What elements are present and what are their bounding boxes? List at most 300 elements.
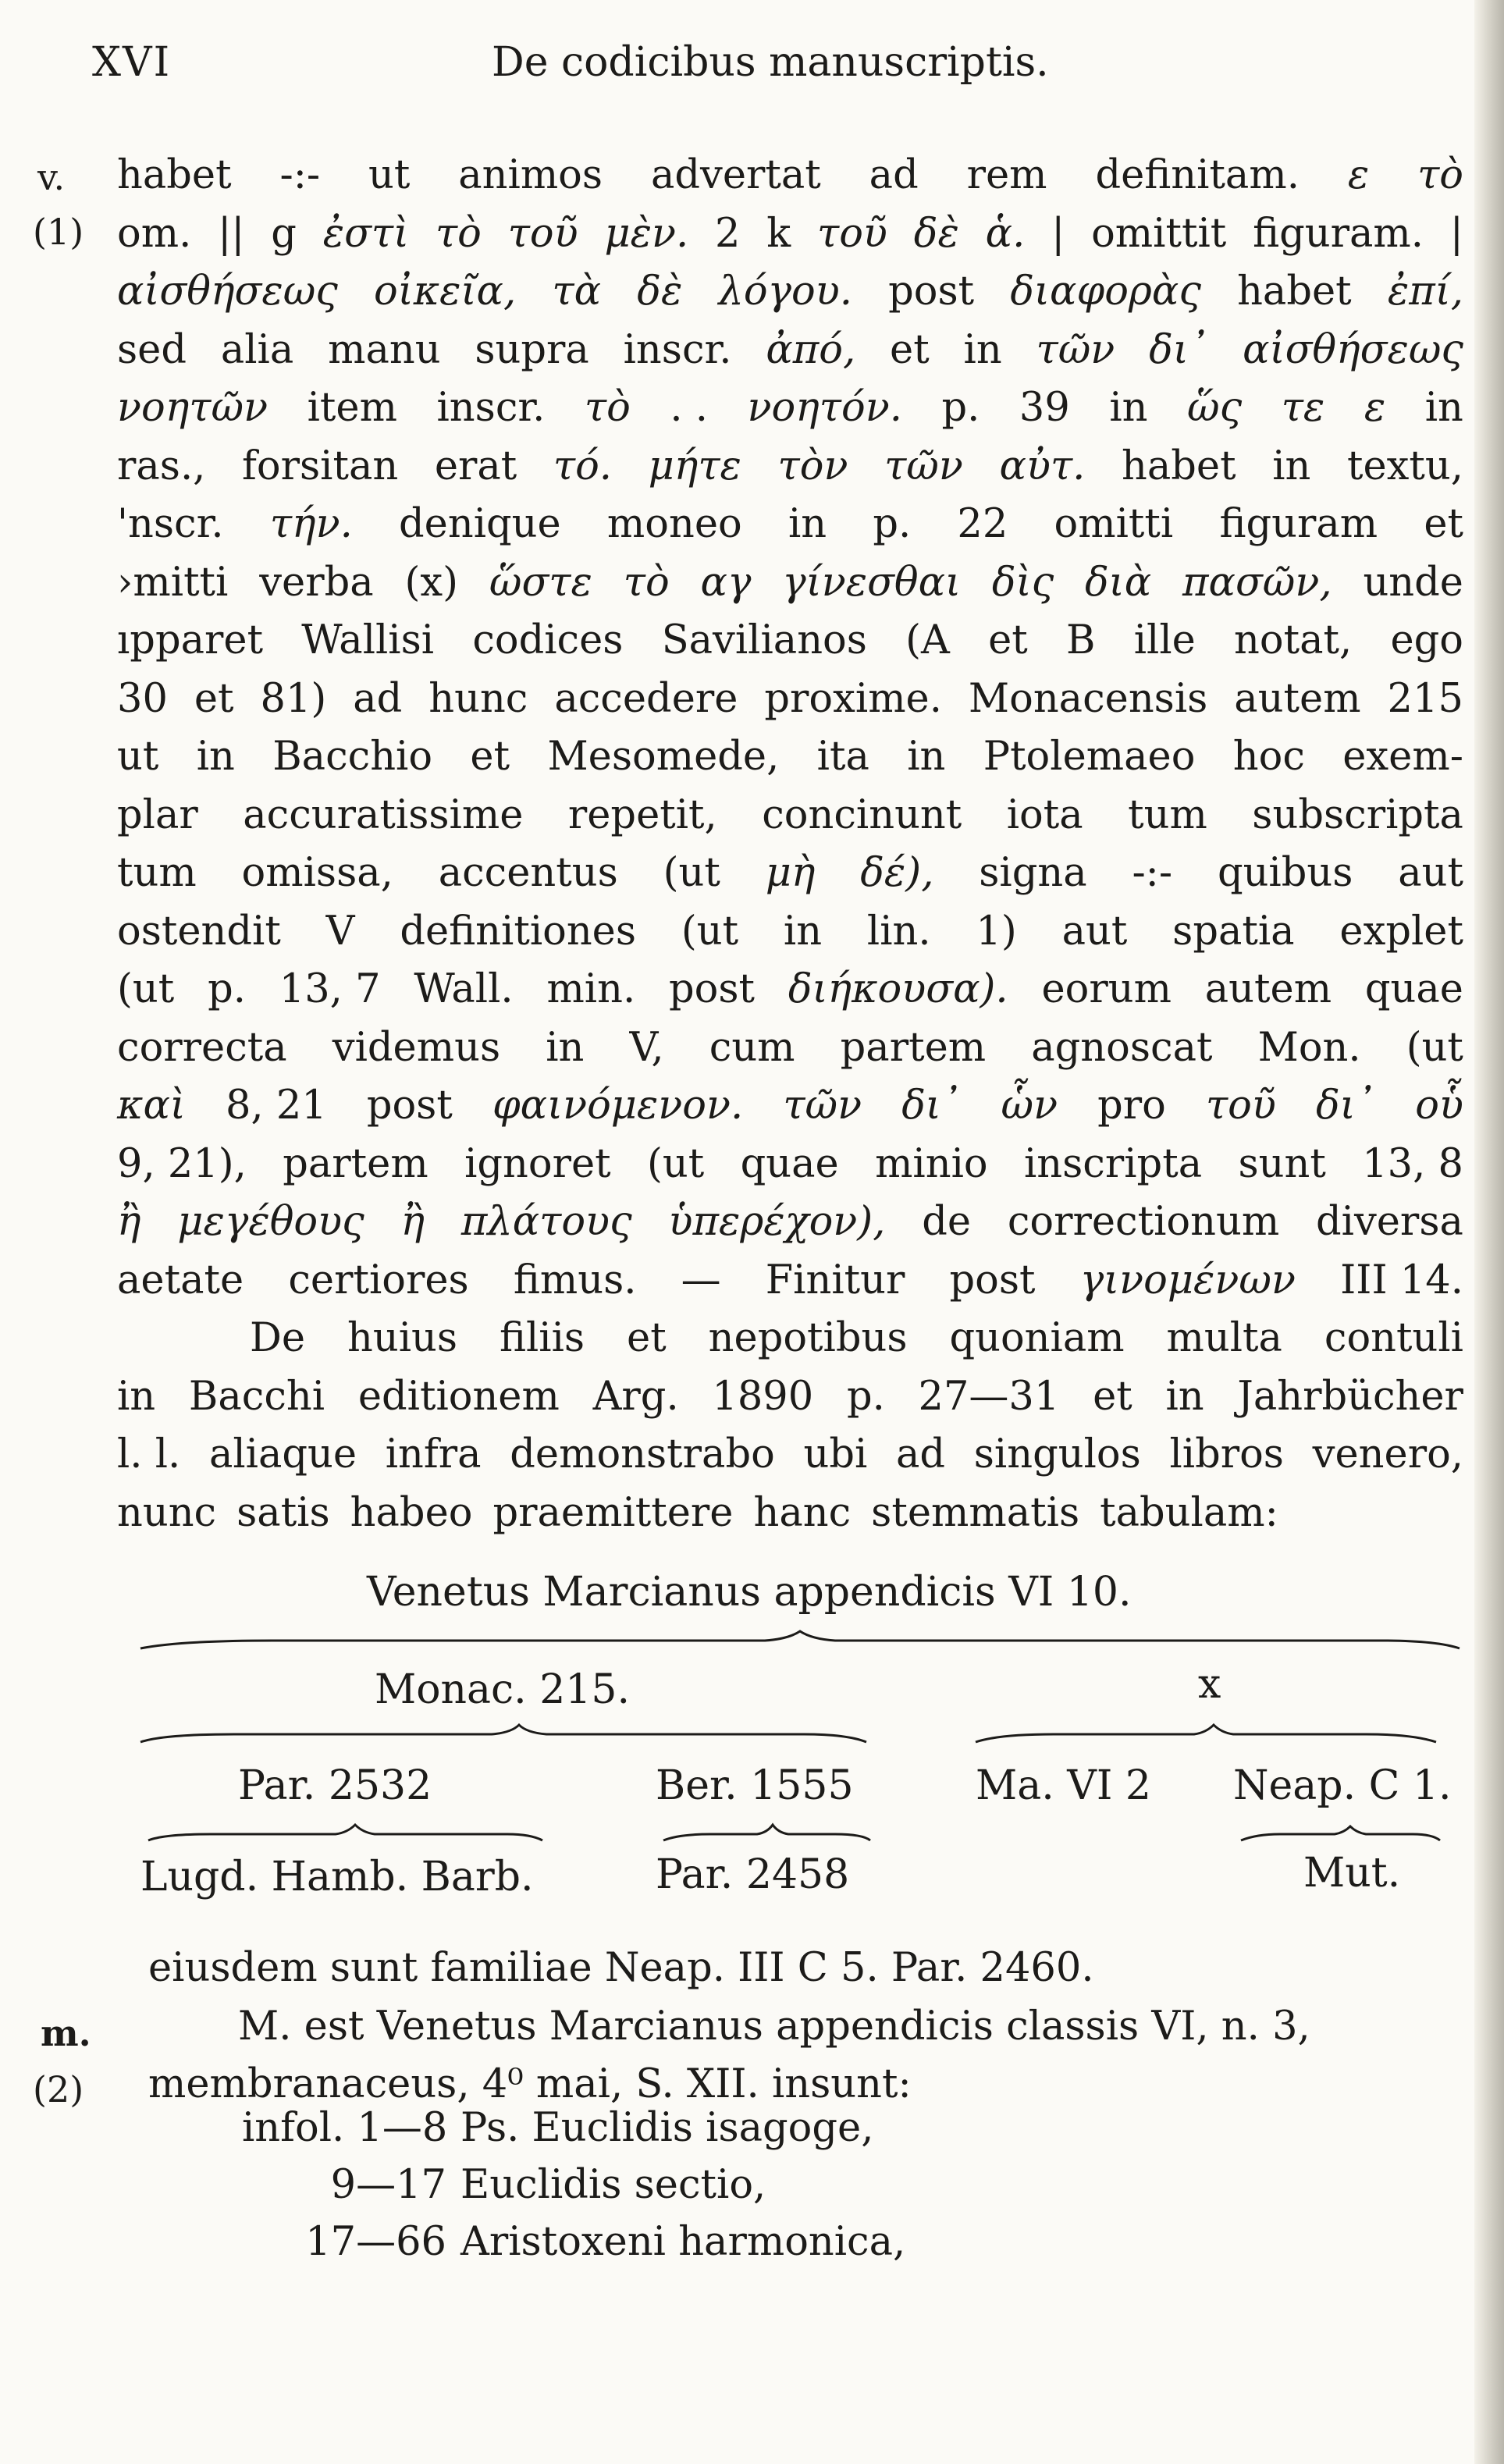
word: ad <box>896 1431 946 1477</box>
word: αὐτ. <box>999 443 1086 489</box>
word: τὸ <box>435 210 482 257</box>
word: Arg. <box>592 1373 679 1420</box>
word: Mon. <box>1257 1024 1361 1071</box>
word: p. <box>941 385 980 431</box>
word: eorum <box>1041 966 1172 1012</box>
word: min. <box>546 966 636 1012</box>
text-line <box>117 322 1463 380</box>
word: omittit <box>1091 210 1227 257</box>
stemma-neap: Neap. C 1. <box>1233 1762 1452 1809</box>
word: 215 <box>1387 675 1463 722</box>
word: multa <box>1166 1315 1282 1361</box>
word: l. l. <box>117 1431 181 1477</box>
word: γινομένων <box>1079 1257 1296 1303</box>
word: spatia <box>1172 908 1295 955</box>
text-line <box>117 1019 1463 1078</box>
word: partem <box>283 1140 428 1187</box>
word: aut <box>1398 850 1463 896</box>
word: 30 <box>117 675 168 722</box>
word: subscripta <box>1252 791 1463 838</box>
word: || <box>218 210 245 257</box>
word: B <box>1066 617 1096 663</box>
word: μὲν. <box>604 210 689 257</box>
text-line <box>117 379 1463 438</box>
word: in <box>117 1373 156 1420</box>
word: ille <box>1133 617 1196 663</box>
word: μεγέθους <box>177 1199 364 1245</box>
word: hunc <box>428 675 528 722</box>
word: ε <box>1364 385 1386 431</box>
stemma-ber1555: Ber. 1555 <box>656 1762 854 1809</box>
after-stemma <box>117 1940 1463 2114</box>
brace-x <box>976 1725 1436 1742</box>
word: habeo <box>350 1489 473 1536</box>
word: πασῶν, <box>1182 559 1332 606</box>
text-line <box>117 1426 1463 1484</box>
word: demonstrabo <box>510 1431 775 1477</box>
word: habet <box>1237 268 1352 315</box>
word: οὗ <box>1415 1083 1463 1129</box>
word: τό. <box>553 443 613 489</box>
work-title: Ps. Euclidis isagoge, <box>460 2105 874 2151</box>
word: k <box>766 210 791 257</box>
word: figuram. <box>1253 210 1424 257</box>
word: aliaque <box>208 1431 357 1477</box>
brace-neap <box>1241 1826 1440 1840</box>
word: supra <box>475 326 589 373</box>
contents-row <box>242 2213 905 2270</box>
word: Jahrbücher <box>1237 1373 1463 1420</box>
word: item <box>307 385 397 431</box>
word: τήν. <box>269 501 353 547</box>
word: δὶς <box>991 559 1054 606</box>
brace-root <box>140 1631 1460 1648</box>
text-line <box>117 438 1463 496</box>
stemma-ma: Ma. VI 2 <box>976 1762 1152 1809</box>
word: correctionum <box>1007 1199 1280 1245</box>
text-line <box>117 1077 1463 1136</box>
word: τὸ <box>623 559 670 606</box>
word: ὥς <box>1187 385 1243 431</box>
word: ὧν <box>1001 1083 1058 1129</box>
word: 8, 21 <box>225 1083 327 1129</box>
word: habet <box>117 152 232 198</box>
word: huius <box>347 1315 458 1361</box>
word: exem- <box>1342 734 1463 780</box>
word: repetit, <box>567 791 717 838</box>
word: τὰ <box>552 268 602 315</box>
word: in <box>546 1024 585 1071</box>
word: ad <box>869 152 919 198</box>
word: δὲ <box>913 210 959 257</box>
membranaceus-line: membranaceus, 4⁰ mai, S. XII. insunt: <box>148 2061 912 2107</box>
word: signa <box>979 850 1087 896</box>
word: plar <box>117 791 198 838</box>
word: ›mitti <box>117 559 229 606</box>
word: in <box>788 501 827 547</box>
word: in <box>963 326 1002 373</box>
word: certiores <box>288 1257 469 1303</box>
word: pro <box>1097 1083 1166 1129</box>
word: in <box>1272 443 1311 489</box>
word: | <box>1449 210 1463 257</box>
word: animos <box>458 152 603 198</box>
word: μὴ <box>765 850 816 896</box>
word: habet <box>1122 443 1236 489</box>
word: (ut <box>681 908 739 955</box>
word: singulos <box>973 1431 1141 1477</box>
word: ἐπί, <box>1387 268 1463 315</box>
word: λόγου. <box>718 268 852 315</box>
word: ὥστε <box>489 559 592 606</box>
word: moneo <box>606 501 742 547</box>
word: advertat <box>650 152 821 198</box>
word: in <box>783 908 823 955</box>
text-line <box>117 728 1463 787</box>
folio-range: 9—17 <box>330 2162 446 2208</box>
word: cum <box>709 1024 795 1071</box>
word: μήτε <box>648 443 741 489</box>
word: (ut <box>647 1140 705 1187</box>
word: 2 <box>715 210 741 257</box>
word: nunc <box>117 1489 217 1536</box>
word: editionem <box>357 1373 560 1420</box>
word: figuram <box>1219 501 1378 547</box>
word: διὰ <box>1085 559 1152 606</box>
word: Bacchi <box>188 1373 325 1420</box>
word: οἰκεῖα, <box>374 268 517 315</box>
word: 1) <box>976 908 1017 955</box>
word: explet <box>1339 908 1463 955</box>
word: ε <box>1347 152 1370 198</box>
word: agnoscat <box>1031 1024 1213 1071</box>
word: Mesomede, <box>547 734 780 780</box>
word: Monacensis <box>968 675 1208 722</box>
stemma-mut: Mut. <box>1303 1850 1401 1897</box>
word: textu, <box>1346 443 1463 489</box>
word: g <box>271 210 297 257</box>
word: 39 <box>1019 385 1070 431</box>
word: et <box>470 734 510 780</box>
word: rem <box>966 152 1047 198</box>
word: γίνεσθαι <box>782 559 962 606</box>
word: Bacchio <box>272 734 433 780</box>
word: 13, 8 <box>1362 1140 1463 1187</box>
folio-range: infol. 1—8 <box>242 2105 448 2151</box>
word: ad <box>353 675 403 722</box>
word: τῶν <box>884 443 963 489</box>
word: definitiones <box>400 908 637 955</box>
word: (x) <box>404 559 459 606</box>
contents-row <box>242 2156 905 2213</box>
word: sed <box>117 326 187 373</box>
text-line <box>117 147 1463 205</box>
word: et <box>988 617 1028 663</box>
text-line <box>117 961 1463 1019</box>
word: proxime. <box>764 675 942 722</box>
word: ἐστὶ <box>322 210 410 257</box>
word: ὑπερέχον), <box>668 1199 886 1245</box>
word: accuratissime <box>243 791 524 838</box>
word: Wallisi <box>301 617 435 663</box>
stemma-par2458: Par. 2458 <box>656 1851 850 1898</box>
word: verba <box>259 559 374 606</box>
word: tum <box>1128 791 1207 838</box>
word: lin. <box>866 908 931 955</box>
word: et <box>1424 501 1463 547</box>
word: autem <box>1204 966 1332 1012</box>
word: p. <box>873 501 912 547</box>
stemma-lugd: Lugd. Hamb. Barb. <box>140 1854 534 1900</box>
word: 22 <box>957 501 1008 547</box>
word: δι᾽ <box>1149 326 1209 373</box>
word: αἰσθήσεως <box>117 268 338 315</box>
word: 81) <box>260 675 327 722</box>
word: διαφορὰς <box>1010 268 1201 315</box>
word: ἢ <box>117 1199 141 1245</box>
word: hoc <box>1232 734 1305 780</box>
stemma-monac: Monac. 215. <box>375 1666 631 1713</box>
word: concinunt <box>762 791 962 838</box>
folio-range: 17—66 <box>305 2219 446 2265</box>
word: quoniam <box>949 1315 1125 1361</box>
word: post <box>888 268 975 315</box>
text-line <box>117 263 1463 322</box>
text-line <box>117 1484 1463 1543</box>
text-line <box>117 903 1463 962</box>
word: πλάτους <box>460 1199 632 1245</box>
word: (ut <box>663 850 720 896</box>
word: τοῦ <box>1205 1083 1276 1129</box>
brace-par2532 <box>148 1825 542 1840</box>
word: satis <box>236 1489 330 1536</box>
word: accentus <box>438 850 618 896</box>
text-line <box>117 787 1463 845</box>
main-text <box>117 147 1463 1542</box>
word: 1890 <box>712 1373 814 1420</box>
word: in <box>907 734 946 780</box>
word: hanc <box>753 1489 852 1536</box>
work-title: Aristoxeni harmonica, <box>460 2219 906 2265</box>
word: erat <box>434 443 517 489</box>
word: | <box>1051 210 1065 257</box>
word: om. <box>117 210 192 257</box>
word: omissa, <box>241 850 393 896</box>
word: alia <box>220 326 294 373</box>
word: stemmatis <box>871 1489 1080 1536</box>
stemma-par2532: Par. 2532 <box>238 1762 432 1809</box>
text-line <box>117 1310 1463 1368</box>
word: ubi <box>803 1431 868 1477</box>
word: δὲ <box>637 268 683 315</box>
text-line <box>117 496 1463 554</box>
word: contuli <box>1324 1315 1463 1361</box>
word: libros <box>1169 1431 1284 1477</box>
word: tabulam: <box>1100 1489 1278 1536</box>
word: αἰσθήσεως <box>1243 326 1463 373</box>
brace-ber1555 <box>663 1825 870 1840</box>
word: — <box>681 1257 721 1303</box>
word: definitam. <box>1095 152 1300 198</box>
word: νοητῶν <box>117 385 268 431</box>
word: ostendit <box>117 908 281 955</box>
page-edge-shadow <box>1474 0 1504 2464</box>
word: ıpparet <box>117 617 264 663</box>
word: διήκουσα). <box>788 966 1008 1012</box>
word: denique <box>399 501 561 547</box>
word: ut <box>117 734 159 780</box>
running-head: De codicibus manuscriptis. <box>492 39 1049 86</box>
word: unde <box>1363 559 1463 606</box>
margin-note-1: (1) <box>33 211 84 253</box>
word: quae <box>1364 966 1463 1012</box>
word: καὶ <box>117 1083 186 1129</box>
word: ita <box>816 734 869 780</box>
word: 'nscr. <box>117 501 224 547</box>
word: videmus <box>332 1024 501 1071</box>
brace-monac <box>140 1725 866 1742</box>
contents-list <box>242 2100 905 2270</box>
word: post <box>949 1257 1036 1303</box>
word: inscripta <box>1023 1140 1203 1187</box>
text-line <box>117 612 1463 670</box>
familiae-line: eiusdem sunt familiae Neap. III C 5. Par. 2460. <box>148 1945 1094 1991</box>
contents-row <box>242 2100 905 2156</box>
word: νοητόν. <box>747 385 902 431</box>
word: De <box>250 1315 306 1361</box>
word: in <box>1424 385 1463 431</box>
word: αγ <box>700 559 752 606</box>
word: tum <box>117 850 197 896</box>
text-line <box>117 554 1463 613</box>
word: ras., <box>117 443 206 489</box>
word: et <box>194 675 234 722</box>
word: post <box>669 966 756 1012</box>
word: τὸ <box>1417 152 1463 198</box>
word: nepotibus <box>708 1315 908 1361</box>
page-number: XVI <box>92 39 172 86</box>
text-line <box>117 205 1463 264</box>
word: sunt <box>1238 1140 1326 1187</box>
text-line <box>117 844 1463 903</box>
word: fimus. <box>513 1257 637 1303</box>
text-line <box>117 1193 1463 1252</box>
word: 9, 21), <box>117 1140 247 1187</box>
word: δέ), <box>860 850 934 896</box>
word: ut <box>368 152 411 198</box>
word: Ptolemaeo <box>983 734 1196 780</box>
word: post <box>366 1083 453 1129</box>
word: quibus <box>1217 850 1353 896</box>
word: ἢ <box>400 1199 425 1245</box>
word: τὸ <box>584 385 631 431</box>
word: φαινόμενον. <box>492 1083 744 1129</box>
word: codices <box>472 617 624 663</box>
stemma <box>117 1561 1475 1920</box>
word: 13, 7 <box>279 966 381 1012</box>
word: τε <box>1281 385 1325 431</box>
word: et <box>627 1315 667 1361</box>
margin-note-2: (2) <box>33 2068 84 2110</box>
word: (ut <box>1406 1024 1463 1071</box>
text-line <box>117 670 1463 729</box>
word: ignoret <box>464 1140 611 1187</box>
word: Finitur <box>765 1257 905 1303</box>
word: 27—31 <box>918 1373 1060 1420</box>
word: in <box>1165 1373 1204 1420</box>
word: partem <box>840 1024 987 1071</box>
word: τὸν <box>777 443 848 489</box>
word: V, <box>629 1024 664 1071</box>
word: inscr. <box>436 385 546 431</box>
word: filiis <box>499 1315 585 1361</box>
word: (ut <box>117 966 175 1012</box>
word: Savilianos <box>661 617 867 663</box>
word: ἁ. <box>985 210 1026 257</box>
word: quae <box>740 1140 839 1187</box>
word: in <box>196 734 235 780</box>
text-line <box>117 1136 1463 1194</box>
word: τῶν <box>783 1083 862 1129</box>
word: de <box>922 1199 972 1245</box>
word: autem <box>1234 675 1361 722</box>
word: iota <box>1006 791 1083 838</box>
word: minio <box>875 1140 988 1187</box>
word: et <box>1093 1373 1132 1420</box>
word: τοῦ <box>816 210 887 257</box>
word: in <box>1109 385 1148 431</box>
word: V <box>325 908 355 955</box>
word: -:- <box>1132 850 1173 896</box>
word: (A <box>905 617 950 663</box>
word: III 14. <box>1340 1257 1463 1303</box>
word: omitti <box>1054 501 1174 547</box>
word: forsitan <box>242 443 399 489</box>
word: praemittere <box>492 1489 734 1536</box>
word: et <box>890 326 930 373</box>
word: infra <box>385 1431 482 1477</box>
word: venero, <box>1312 1431 1463 1477</box>
word: Wall. <box>414 966 514 1012</box>
word: correcta <box>117 1024 287 1071</box>
margin-siglum-v: v. <box>37 156 66 198</box>
word: aetate <box>117 1257 244 1303</box>
work-title: Euclidis sectio, <box>460 2162 766 2208</box>
word: δι᾽ <box>1315 1083 1376 1129</box>
word: aut <box>1061 908 1128 955</box>
word: -:- <box>279 152 321 198</box>
word: τοῦ <box>507 210 578 257</box>
word: accedere <box>554 675 738 722</box>
word: ἀπό, <box>766 326 856 373</box>
stemma-x: x <box>1198 1661 1221 1708</box>
word: notat, <box>1234 617 1353 663</box>
text-line <box>117 1368 1463 1427</box>
text-line <box>117 1252 1463 1310</box>
word: ego <box>1390 617 1463 663</box>
word: diversa <box>1315 1199 1463 1245</box>
word: manu <box>328 326 441 373</box>
word: τῶν <box>1036 326 1115 373</box>
word: p. <box>208 966 246 1012</box>
stemma-root: Venetus Marcianus appendicis VI 10. <box>367 1569 1132 1616</box>
page-header <box>86 39 1460 101</box>
word: inscr. <box>623 326 732 373</box>
m-description-line: M. est Venetus Marcianus appendicis classis VI, n. 3, <box>238 2003 1310 2050</box>
margin-siglum-m: m. <box>41 2012 91 2054</box>
word: p. <box>846 1373 885 1420</box>
word: δι᾽ <box>901 1083 962 1129</box>
